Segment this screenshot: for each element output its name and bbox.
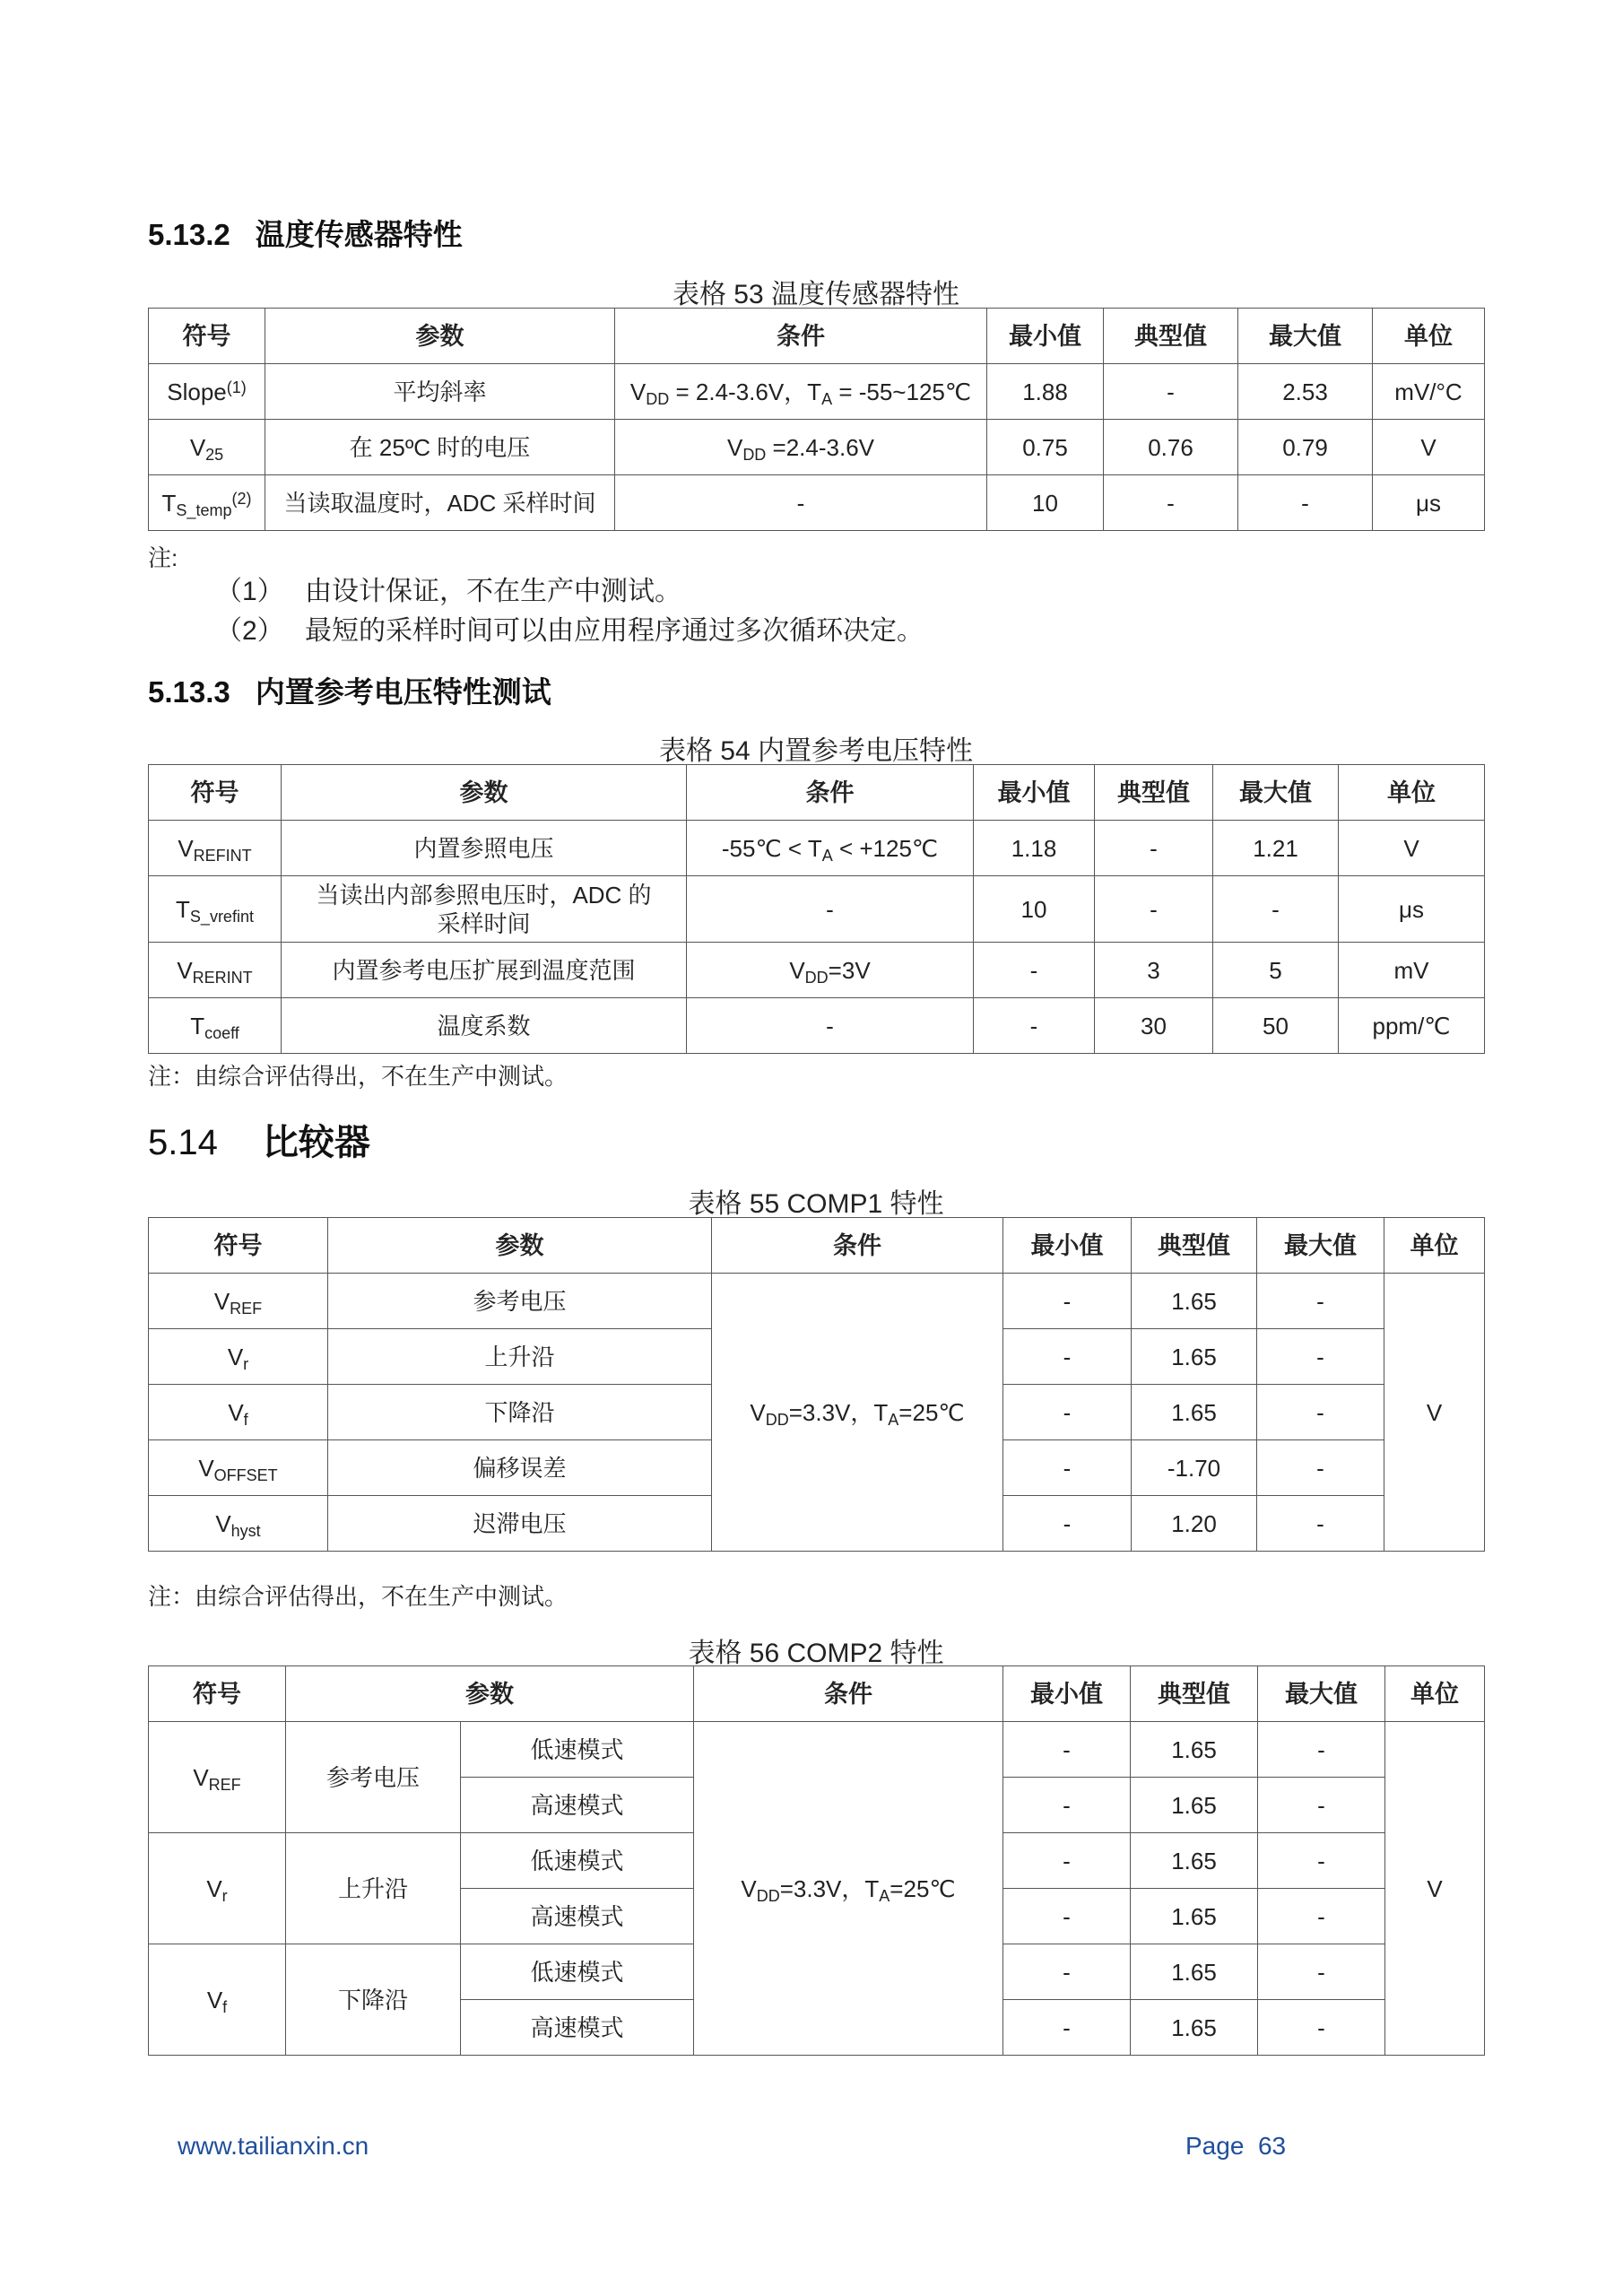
symbol-cell: $V_{RERINT}$ — [149, 943, 282, 998]
max-cell: - — [1257, 1274, 1384, 1329]
max-cell: - — [1257, 1496, 1384, 1552]
param-cell: 平均斜率 — [265, 364, 615, 420]
col-header: 最大值 — [1213, 765, 1339, 821]
table-header-row — [149, 1666, 1485, 1722]
min-cell: 1.88 — [987, 364, 1104, 420]
max-cell: - — [1257, 1440, 1384, 1496]
param-cell: 温度系数 — [282, 998, 687, 1054]
section-heading-5-13-3 — [148, 669, 551, 711]
param-cell: 参考电压 — [328, 1274, 712, 1329]
table-row — [149, 364, 1485, 420]
table-row — [149, 420, 1485, 475]
min-cell: - — [1003, 1944, 1131, 2000]
col-header: 最小值 — [1003, 1666, 1131, 1722]
typ-cell: 3 — [1095, 943, 1213, 998]
max-cell: - — [1258, 1778, 1385, 1833]
section-title: 温度传感器特性 — [255, 218, 463, 251]
typ-cell: 1.65 — [1131, 1889, 1258, 1944]
symbol-cell: $V_{OFFSET}$ — [149, 1440, 328, 1496]
table-row — [149, 1722, 1485, 1778]
typ-cell: 30 — [1095, 998, 1213, 1054]
unit-cell: μs — [1339, 876, 1485, 943]
condition-cell: $V_{DD}=3.3V$，$T_A=25℃$ — [712, 1274, 1003, 1552]
typ-cell: -1.70 — [1132, 1440, 1257, 1496]
typ-cell: 1.65 — [1131, 1778, 1258, 1833]
symbol-cell: $T_{S\_vrefint}$ — [149, 876, 282, 943]
symbol-cell: $V_f$ — [149, 1385, 328, 1440]
condition-cell: $V_{DD}=3V$ — [687, 943, 974, 998]
mode-cell: 低速模式 — [461, 1722, 694, 1778]
mode-cell: 高速模式 — [461, 1778, 694, 1833]
footnote-1 — [215, 569, 681, 608]
section-heading-5-14 — [148, 1114, 370, 1165]
param-cell: 下降沿 — [328, 1385, 712, 1440]
typ-cell: 1.65 — [1131, 2000, 1258, 2056]
page-num: 63 — [1257, 2132, 1287, 2160]
typ-cell: 1.65 — [1132, 1329, 1257, 1385]
col-header: 单位 — [1384, 1218, 1485, 1274]
table-53 — [148, 308, 1485, 531]
table-header-row — [149, 765, 1485, 821]
col-header: 条件 — [694, 1666, 1003, 1722]
unit-cell: V — [1384, 1274, 1485, 1552]
col-header: 典型值 — [1132, 1218, 1257, 1274]
symbol-cell: $V_{REFINT}$ — [149, 821, 282, 876]
table-caption: 表格 53 温度传感器特性 — [672, 280, 960, 309]
table-row — [149, 876, 1485, 943]
max-cell: - — [1258, 1722, 1385, 1778]
min-cell: - — [1003, 1440, 1132, 1496]
footnote-index: （2） — [215, 616, 284, 646]
table-55 — [148, 1217, 1485, 1552]
condition-cell: -55℃ < $T_A$ < +125℃ — [687, 821, 974, 876]
mode-cell: 低速模式 — [461, 1944, 694, 2000]
col-header: 符号 — [149, 1218, 328, 1274]
typ-cell: 1.65 — [1131, 1722, 1258, 1778]
min-cell: - — [1003, 1496, 1132, 1552]
param-cell: 当读出内部参照电压时，ADC 的 采样时间 — [282, 876, 687, 943]
section-title: 内置参考电压特性测试 — [255, 675, 551, 709]
table-row — [149, 821, 1485, 876]
typ-cell: 1.65 — [1131, 1944, 1258, 2000]
max-cell: 50 — [1213, 998, 1339, 1054]
table-row — [149, 1274, 1485, 1329]
col-header: 参数 — [286, 1666, 694, 1722]
typ-cell: 1.65 — [1132, 1274, 1257, 1329]
unit-cell: V — [1339, 821, 1485, 876]
notes-label: 注: — [148, 544, 178, 571]
min-cell: - — [1003, 1778, 1131, 1833]
mode-cell: 高速模式 — [461, 1889, 694, 1944]
page-label: Page — [1185, 2132, 1245, 2160]
col-header: 最大值 — [1258, 1666, 1385, 1722]
condition-cell: - — [687, 998, 974, 1054]
table-55-caption-wrap — [148, 1181, 1484, 1221]
min-cell: 1.18 — [974, 821, 1095, 876]
table-header-row — [149, 1218, 1485, 1274]
max-cell: - — [1258, 1889, 1385, 1944]
section-title: 比较器 — [262, 1123, 370, 1162]
param-cell: 内置参照电压 — [282, 821, 687, 876]
table-54-note: 注：由综合评估得出，不在生产中测试。 — [148, 1063, 568, 1090]
max-cell: - — [1238, 475, 1373, 531]
col-header: 最小值 — [1003, 1218, 1132, 1274]
min-cell: - — [1003, 1889, 1131, 1944]
min-cell: 10 — [974, 876, 1095, 943]
min-cell: - — [974, 998, 1095, 1054]
section-number: 5.14 — [148, 1123, 218, 1162]
param-cell: 当读取温度时，ADC 采样时间 — [265, 475, 615, 531]
section-heading-5-13-2 — [148, 212, 463, 254]
footer-website-link[interactable]: www.tailianxin.cn — [178, 2132, 369, 2160]
condition-cell: $V_{DD} =2.4-3.6V$ — [615, 420, 987, 475]
symbol-cell: Slope$^{(1)}$ — [149, 364, 265, 420]
table-56-caption-wrap — [148, 1631, 1484, 1670]
max-cell: - — [1257, 1385, 1384, 1440]
condition-cell: $V_{DD} = 2.4-3.6V$，$T_A$ = -55~125℃ — [615, 364, 987, 420]
footnote-text: 最短的采样时间可以由应用程序通过多次循环决定。 — [305, 616, 924, 646]
unit-cell: ppm/℃ — [1339, 998, 1485, 1054]
col-header: 最大值 — [1238, 309, 1373, 364]
min-cell: 10 — [987, 475, 1104, 531]
table-row — [149, 998, 1485, 1054]
min-cell: - — [1003, 1329, 1132, 1385]
typ-cell: - — [1095, 821, 1213, 876]
unit-cell: mV — [1339, 943, 1485, 998]
table-header-row — [149, 309, 1485, 364]
footnote-text: 由设计保证，不在生产中测试。 — [305, 577, 681, 606]
col-header: 单位 — [1339, 765, 1485, 821]
min-cell: - — [1003, 1833, 1131, 1889]
col-header: 典型值 — [1131, 1666, 1258, 1722]
param-cell: 参考电压 — [286, 1722, 461, 1833]
param-cell: 上升沿 — [328, 1329, 712, 1385]
table-caption: 表格 55 COMP1 特性 — [688, 1189, 944, 1219]
typ-cell: 1.65 — [1132, 1385, 1257, 1440]
col-header: 条件 — [687, 765, 974, 821]
table-56 — [148, 1665, 1485, 2056]
col-header: 最小值 — [974, 765, 1095, 821]
param-cell: 在 25ºC 时的电压 — [265, 420, 615, 475]
table-caption: 表格 56 COMP2 特性 — [688, 1639, 944, 1668]
symbol-cell: $V_r$ — [149, 1329, 328, 1385]
table-53-caption-wrap — [148, 272, 1484, 311]
max-cell: 2.53 — [1238, 364, 1373, 420]
param-cell: 偏移误差 — [328, 1440, 712, 1496]
col-header: 条件 — [712, 1218, 1003, 1274]
max-cell: - — [1257, 1329, 1384, 1385]
param-cell: 上升沿 — [286, 1833, 461, 1944]
col-header: 典型值 — [1104, 309, 1238, 364]
col-header: 参数 — [282, 765, 687, 821]
min-cell: - — [974, 943, 1095, 998]
min-cell: - — [1003, 1722, 1131, 1778]
typ-cell: - — [1104, 475, 1238, 531]
col-header: 符号 — [149, 309, 265, 364]
symbol-cell: $V_{hyst}$ — [149, 1496, 328, 1552]
condition-cell: - — [615, 475, 987, 531]
unit-cell: V — [1385, 1722, 1485, 2056]
typ-cell: - — [1095, 876, 1213, 943]
max-cell: - — [1258, 2000, 1385, 2056]
symbol-cell: $V_{25}$ — [149, 420, 265, 475]
param-cell: 内置参考电压扩展到温度范围 — [282, 943, 687, 998]
section-number: 5.13.2 — [148, 218, 230, 251]
symbol-cell: $V_{REF}$ — [149, 1722, 286, 1833]
col-header: 符号 — [149, 1666, 286, 1722]
col-header: 典型值 — [1095, 765, 1213, 821]
param-cell: 下降沿 — [286, 1944, 461, 2056]
mode-cell: 低速模式 — [461, 1833, 694, 1889]
typ-cell: - — [1104, 364, 1238, 420]
max-cell: - — [1258, 1944, 1385, 2000]
symbol-cell: $V_f$ — [149, 1944, 286, 2056]
col-header: 符号 — [149, 765, 282, 821]
unit-cell: mV/°C — [1373, 364, 1485, 420]
col-header: 最小值 — [987, 309, 1104, 364]
col-header: 单位 — [1385, 1666, 1485, 1722]
footnote-index: （1） — [215, 577, 284, 606]
min-cell: - — [1003, 1274, 1132, 1329]
table-row — [149, 475, 1485, 531]
table-caption: 表格 54 内置参考电压特性 — [658, 736, 974, 766]
min-cell: - — [1003, 1385, 1132, 1440]
table-54-caption-wrap — [148, 728, 1484, 768]
table-54 — [148, 764, 1485, 1054]
param-cell: 迟滞电压 — [328, 1496, 712, 1552]
table-row — [149, 943, 1485, 998]
footnote-2 — [215, 608, 924, 648]
min-cell: - — [1003, 2000, 1131, 2056]
section-number: 5.13.3 — [148, 675, 230, 709]
max-cell: 5 — [1213, 943, 1339, 998]
min-cell: 0.75 — [987, 420, 1104, 475]
symbol-cell: $T_{coeff}$ — [149, 998, 282, 1054]
table-55-note: 注：由综合评估得出，不在生产中测试。 — [148, 1583, 568, 1610]
typ-cell: 1.65 — [1131, 1833, 1258, 1889]
max-cell: - — [1258, 1833, 1385, 1889]
mode-cell: 高速模式 — [461, 2000, 694, 2056]
col-header: 条件 — [615, 309, 987, 364]
condition-cell: $V_{DD}=3.3V$，$T_A=25℃$ — [694, 1722, 1003, 2056]
col-header: 最大值 — [1257, 1218, 1384, 1274]
condition-cell: - — [687, 876, 974, 943]
unit-cell: V — [1373, 420, 1485, 475]
symbol-cell: $T_{S\_temp}^{(2)}$ — [149, 475, 265, 531]
symbol-cell: $V_{REF}$ — [149, 1274, 328, 1329]
typ-cell: 1.20 — [1132, 1496, 1257, 1552]
max-cell: 1.21 — [1213, 821, 1339, 876]
footer-page-number — [1185, 2132, 1286, 2161]
col-header: 参数 — [265, 309, 615, 364]
col-header: 参数 — [328, 1218, 712, 1274]
typ-cell: 0.76 — [1104, 420, 1238, 475]
col-header: 单位 — [1373, 309, 1485, 364]
max-cell: 0.79 — [1238, 420, 1373, 475]
symbol-cell: $V_r$ — [149, 1833, 286, 1944]
unit-cell: μs — [1373, 475, 1485, 531]
max-cell: - — [1213, 876, 1339, 943]
